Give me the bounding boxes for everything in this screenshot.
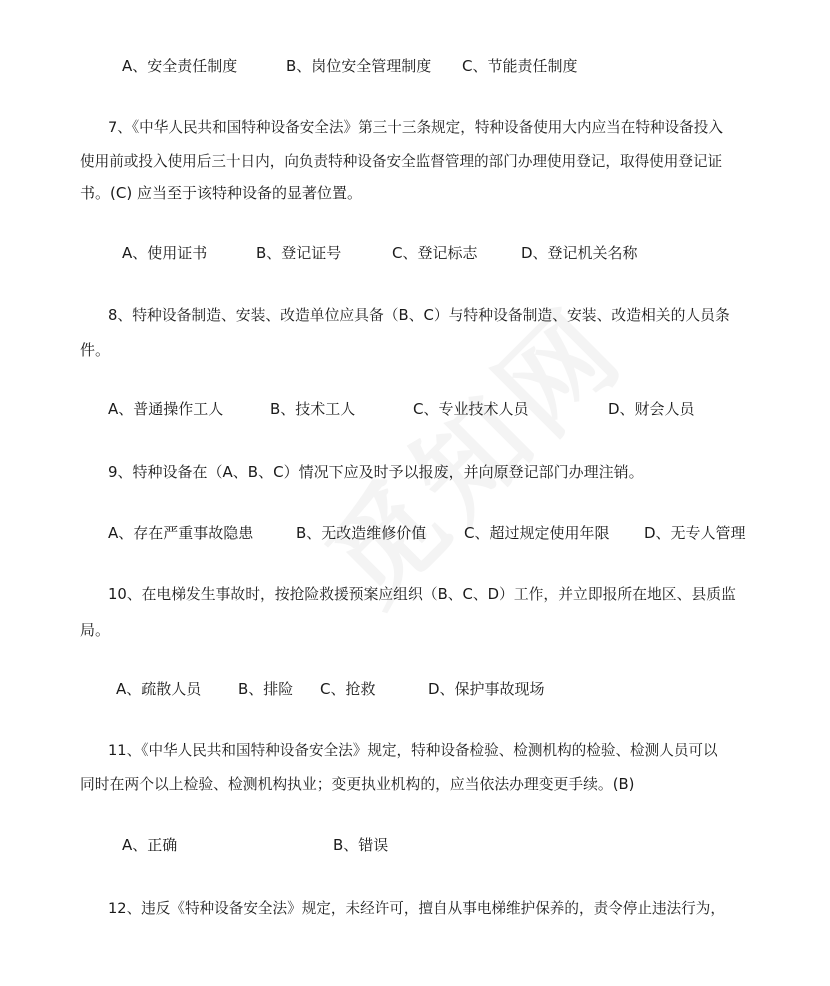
q7-option-c: C、登记标志 (392, 244, 478, 262)
q11-line-1: 11、《中华人民共和国特种设备安全法》规定，特种设备检验、检测机构的检验、检测人员可以 (108, 742, 718, 759)
q9-option-a: A、存在严重事故隐患 (108, 524, 254, 542)
q8-option-a: A、普通操作工人 (108, 400, 224, 418)
q10-option-d: D、保护事故现场 (428, 680, 545, 698)
q10-option-b: B、排险 (238, 680, 294, 698)
q7-line-2: 使用前或投入使用后三十日内，向负责特种设备安全监督管理的部门办理使用登记，取得使用登记证 (80, 153, 723, 170)
q10-line-1: 10、在电梯发生事故时，按抢险救援预案应组织（B、C、D）工作，并立即报所在地区、县质监 (108, 586, 736, 603)
q11-option-a: A、正确 (122, 836, 178, 854)
q7-line-1: 7、《中华人民共和国特种设备安全法》第三十三条规定，特种设备使用大内应当在特种设备投入 (108, 119, 723, 136)
q7-option-d: D、登记机关名称 (521, 244, 638, 262)
q9-option-b: B、无改造维修价值 (296, 524, 427, 542)
q10-option-c: C、抢救 (320, 680, 376, 698)
q11-option-b: B、错误 (333, 836, 389, 854)
q6-option-c: C、节能责任制度 (462, 57, 578, 75)
q9-option-d: D、无专人管理 (644, 524, 746, 542)
q7-option-b: B、登记证号 (256, 244, 342, 262)
q11-line-2: 同时在两个以上检验、检测机构执业；变更执业机构的，应当依法办理变更手续。(B) (80, 776, 635, 793)
q12-line-1: 12、违反《特种设备安全法》规定，未经许可，擅自从事电梯维护保养的，责令停止违法行为， (108, 900, 725, 917)
q9-option-c: C、超过规定使用年限 (464, 524, 610, 542)
q10-line-2: 局。 (80, 621, 111, 639)
q6-option-a: A、安全责任制度 (122, 57, 238, 75)
q8-option-c: C、专业技术人员 (413, 400, 529, 418)
q7-option-a: A、使用证书 (122, 244, 208, 262)
q8-line-1: 8、特种设备制造、安装、改造单位应具备（B、C）与特种设备制造、安装、改造相关的人员条 (108, 307, 730, 324)
q6-option-b: B、岗位安全管理制度 (286, 57, 432, 75)
q8-line-2: 件。 (80, 341, 111, 359)
q7-line-3: 书。(C) 应当至于该特种设备的显著位置。 (80, 184, 362, 202)
q8-option-b: B、技术工人 (270, 400, 356, 418)
q10-option-a: A、疏散人员 (116, 680, 202, 698)
q8-option-d: D、财会人员 (608, 400, 695, 418)
q9-line-1: 9、特种设备在（A、B、C）情况下应及时予以报废，并向原登记部门办理注销。 (108, 463, 644, 481)
